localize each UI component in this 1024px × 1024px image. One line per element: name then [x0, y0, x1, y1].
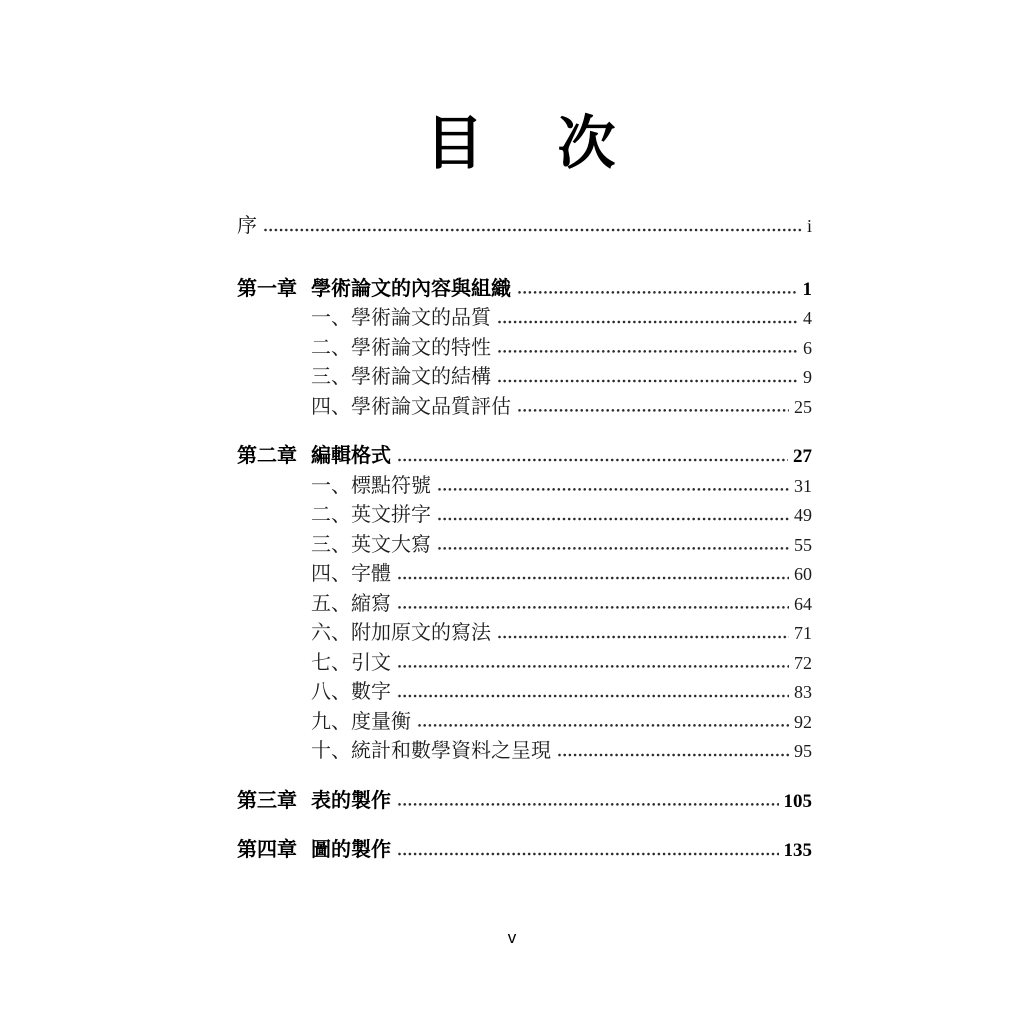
dot-leader — [497, 334, 798, 364]
dot-leader — [397, 649, 789, 679]
toc-entry-title: 三、英文大寫 — [311, 533, 431, 556]
toc-entry — [237, 442, 812, 472]
toc-entry-title: 三、學術論文的結構 — [311, 366, 491, 388]
toc-entry — [237, 737, 812, 767]
toc-entry — [237, 560, 812, 590]
toc-entry-title: 學術論文的內容與組織 — [311, 277, 511, 300]
toc-entry — [237, 363, 812, 393]
toc-entry-title: 七、引文 — [311, 651, 391, 674]
toc-entry — [237, 472, 812, 502]
toc-page-number: 64 — [794, 593, 812, 614]
toc-entry — [237, 531, 812, 561]
toc-entry — [237, 836, 812, 866]
toc-entry-title: 二、學術論文的特性 — [311, 336, 491, 359]
toc-page-number: 25 — [794, 396, 812, 417]
toc-page-number: 71 — [794, 623, 812, 643]
toc-entry-title: 二、英文拼字 — [311, 504, 431, 526]
dot-leader — [437, 472, 789, 502]
toc-entry — [237, 275, 812, 305]
toc-page-number: 4 — [803, 308, 812, 328]
toc-entry-title: 五、縮寫 — [311, 592, 391, 615]
dot-leader — [397, 442, 788, 472]
toc-entry — [237, 590, 812, 620]
dot-leader — [497, 363, 798, 393]
toc-entry-title: 編輯格式 — [311, 445, 391, 467]
toc-page-number: 60 — [794, 564, 812, 584]
toc-page-number: 9 — [803, 367, 812, 387]
toc-page-number: 72 — [794, 652, 812, 673]
toc-entry-title: 表的製作 — [311, 789, 391, 812]
toc-entry-title: 九、度量衡 — [311, 710, 411, 733]
toc-page-number: 27 — [793, 446, 812, 467]
dot-leader — [397, 560, 789, 590]
dot-leader — [437, 531, 789, 561]
toc-page-number: 83 — [794, 682, 812, 702]
dot-leader — [397, 787, 779, 817]
toc-chapter-label: 第四章 — [237, 839, 297, 861]
toc-page-number: 6 — [803, 337, 812, 358]
toc-entry — [237, 304, 812, 334]
toc-entry-title: 圖的製作 — [311, 839, 391, 861]
dot-leader — [437, 501, 789, 531]
toc-page-number: 49 — [794, 505, 812, 525]
toc-page-number: 55 — [794, 534, 812, 555]
toc-entry — [237, 393, 812, 423]
table-of-contents — [237, 212, 812, 866]
toc-entry-title: 序 — [237, 215, 257, 237]
toc-page-number: 95 — [794, 741, 812, 761]
toc-chapter-label: 第一章 — [237, 277, 297, 300]
toc-entry — [237, 334, 812, 364]
dot-leader — [397, 678, 789, 708]
dot-leader — [417, 708, 789, 738]
toc-entry — [237, 649, 812, 679]
toc-chapter-label: 第二章 — [237, 445, 297, 467]
dot-leader — [497, 304, 798, 334]
toc-entry — [237, 678, 812, 708]
dot-leader — [517, 275, 798, 305]
toc-entry-title: 一、學術論文的品質 — [311, 307, 491, 329]
toc-entry — [237, 787, 812, 817]
toc-page-number: 1 — [802, 278, 812, 300]
toc-entry-title: 四、字體 — [311, 563, 391, 585]
toc-entry — [237, 619, 812, 649]
toc-entry — [237, 708, 812, 738]
toc-page-number: i — [806, 216, 812, 236]
toc-page-number: 31 — [794, 475, 812, 496]
footer-page-number: v — [507, 928, 517, 947]
toc-page-number: 105 — [783, 790, 812, 812]
toc-entry-title: 十、統計和數學資料之呈現 — [311, 740, 551, 762]
dot-leader — [497, 619, 789, 649]
toc-page-number: 135 — [783, 840, 812, 861]
toc-chapter-label: 第三章 — [237, 789, 297, 812]
dot-leader — [397, 590, 789, 620]
toc-entry — [237, 212, 812, 242]
toc-entry-title: 六、附加原文的寫法 — [311, 622, 491, 644]
dot-leader — [517, 393, 789, 423]
dot-leader — [557, 737, 789, 767]
toc-page-number: 92 — [794, 711, 812, 732]
page-title: 目 次 — [425, 109, 624, 177]
dot-leader — [397, 836, 779, 866]
toc-entry — [237, 501, 812, 531]
toc-entry-title: 四、學術論文品質評估 — [311, 395, 511, 418]
toc-entry-title: 八、數字 — [311, 681, 391, 703]
toc-entry-title: 一、標點符號 — [311, 474, 431, 497]
dot-leader — [263, 212, 802, 242]
